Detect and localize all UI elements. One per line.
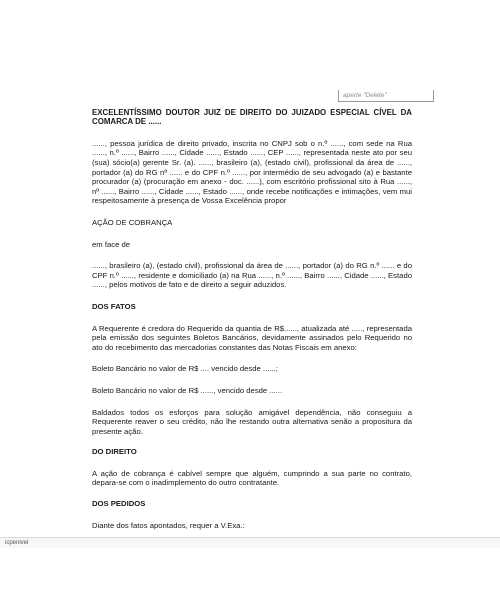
status-bar (0, 537, 500, 548)
requests-paragraph: Diante dos fatos apontados, requer a V.Exa.: (92, 520, 245, 530)
action-title: AÇÃO DE COBRANÇA (92, 217, 173, 227)
efforts-paragraph: Baldados todos os esforços para solução amigável dependência, não conseguiu a Requerente reaver o seu crédito, não lhe restando outra alternativa senão a propositura da presente ação. (92, 407, 412, 436)
intro-paragraph: ......, pessoa jurídica de direito privado, inscrita no CNPJ sob o n.º ......, com sede na Rua ......, n.º ......, Bairro ......, Cidade ......, Estado ......, CEP ......, representada neste ato por seu (sua) sócio(a) gerente Sr. (a). ......, brasileiro (a), (estado civil), profissional da área de ......, portador (a) do RG nº ...... e do CPF n.º ......, por intermédio de seu advogado (a) e bastante procurador (a) (procuração em anexo - doc. ......), com escritório profissional sito à Rua ......, nº ......, Bairro ......, Cidade ......, Estado ......, onde recebe notificações e intimações, vem mui respeitosamente à presença de Vossa Excelência propor (92, 138, 412, 206)
boleto-line-2: Boleto Bancário no valor de R$ ......, vencido desde ...... (92, 385, 283, 395)
facts-paragraph: A Requerente é credora do Requerido da quantia de R$......, atualizada até ....., representada pela emissão dos seguintes Boletos Bancários, devidamente assinados pelo Requerido no ato do recebimento das mercadorias constantes das Notas Fiscais em anexo: (92, 323, 412, 352)
status-bar-label: icpenivel (5, 540, 29, 546)
delete-hint: aperte "Delete" (338, 90, 434, 102)
defendant-paragraph: ......, brasileiro (a), (estado civil), profissional da área de ......, portador (a) do RG n.º ...... e do CPF n.º ......, residente e domiciliado (a) na Rua ......, n.º ......, Bairro ......, Cidade ......, Estado ......, pelos motivos de fato e de direito a seguir aduzidos. (92, 261, 412, 290)
against-text: em face de (92, 239, 131, 249)
petition-document (92, 108, 412, 530)
petition-title: EXCELENTÍSSIMO DOUTOR JUIZ DE DIREITO DO JUIZADO ESPECIAL CÍVEL DA COMARCA DE ...... (92, 108, 412, 127)
law-paragraph: A ação de cobrança é cabível sempre que alguém, cumprindo a sua parte no contrato, depara-se com o inadimplemento do outro contratante. (92, 468, 412, 488)
law-heading: DO DIREITO (92, 447, 137, 457)
boleto-line-1: Boleto Bancário no valor de R$ .... vencido desde ......; (92, 364, 278, 374)
facts-heading: DOS FATOS (92, 301, 136, 311)
requests-heading: DOS PEDIDOS (92, 499, 146, 509)
